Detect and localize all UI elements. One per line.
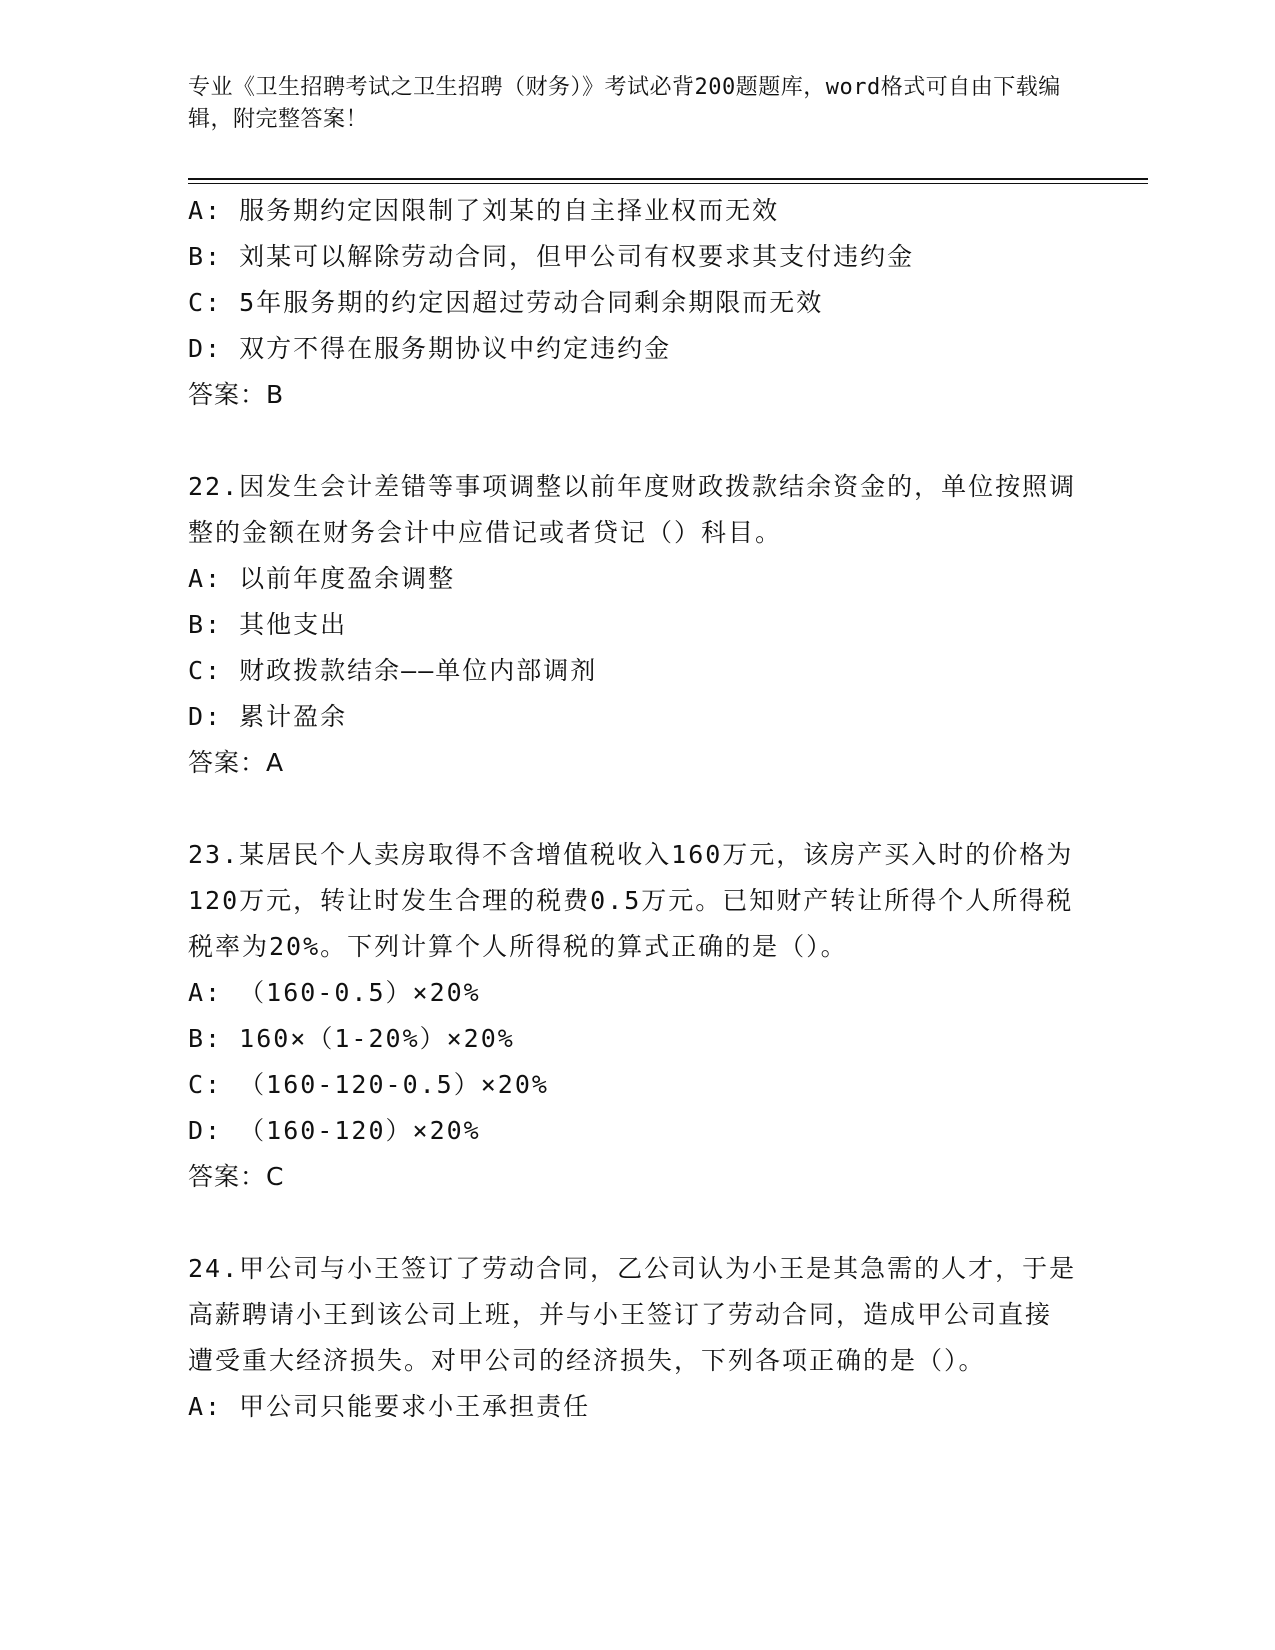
option-b: B: 刘某可以解除劳动合同，但甲公司有权要求其支付违约金 [188, 242, 915, 271]
answer: 答案：A [188, 748, 285, 777]
option-d: D: （160-120）×20% [188, 1116, 481, 1145]
option-d: D: 双方不得在服务期协议中约定违约金 [188, 334, 672, 363]
question-stem: 23.某居民个人卖房取得不含增值税收入160万元，该房产买入时的价格为120万元，转让时发生合理的税费0.5万元。已知财产转让所得个人所得税税率为20%。下列计算个人所得税的算式正确的是（）。 [188, 840, 1074, 961]
option-a: A: （160-0.5）×20% [188, 978, 481, 1007]
option-c: C: 5年服务期的约定因超过劳动合同剩余期限而无效 [188, 288, 824, 317]
option-b: B: 其他支出 [188, 610, 348, 639]
question-stem: 24.甲公司与小王签订了劳动合同，乙公司认为小王是其急需的人才，于是高薪聘请小王到该公司上班，并与小王签订了劳动合同，造成甲公司直接遭受重大经济损失。对甲公司的经济损失，下列各项正确的是（）。 [188, 1254, 1077, 1375]
answer: 答案：B [188, 380, 285, 409]
question-list [188, 188, 1088, 1430]
option-c: C: （160-120-0.5）×20% [188, 1070, 549, 1099]
spacer [188, 786, 1088, 832]
option-a: A: 以前年度盈余调整 [188, 564, 456, 593]
answer: 答案：C [188, 1162, 285, 1191]
header-rule-thin [188, 183, 1148, 184]
option-a: A: 服务期约定因限制了刘某的自主择业权而无效 [188, 196, 780, 225]
option-c: C: 财政拨款结余——单位内部调剂 [188, 656, 598, 685]
question-stem: 22.因发生会计差错等事项调整以前年度财政拨款结余资金的，单位按照调整的金额在财务会计中应借记或者贷记（）科目。 [188, 472, 1077, 547]
option-d: D: 累计盈余 [188, 702, 348, 731]
header-rule-thick [188, 178, 1148, 180]
option-b: B: 160×（1-20%）×20% [188, 1024, 515, 1053]
option-a: A: 甲公司只能要求小王承担责任 [188, 1392, 591, 1421]
question-22-block [188, 464, 1088, 786]
spacer [188, 1200, 1088, 1246]
question-23-block [188, 832, 1088, 1200]
spacer [188, 418, 1088, 464]
question-21-block [188, 188, 1088, 418]
question-24-block [188, 1246, 1088, 1430]
page-header: 专业《卫生招聘考试之卫生招聘（财务）》考试必背200题题库，word格式可自由下载编辑，附完整答案！ [188, 75, 1061, 132]
